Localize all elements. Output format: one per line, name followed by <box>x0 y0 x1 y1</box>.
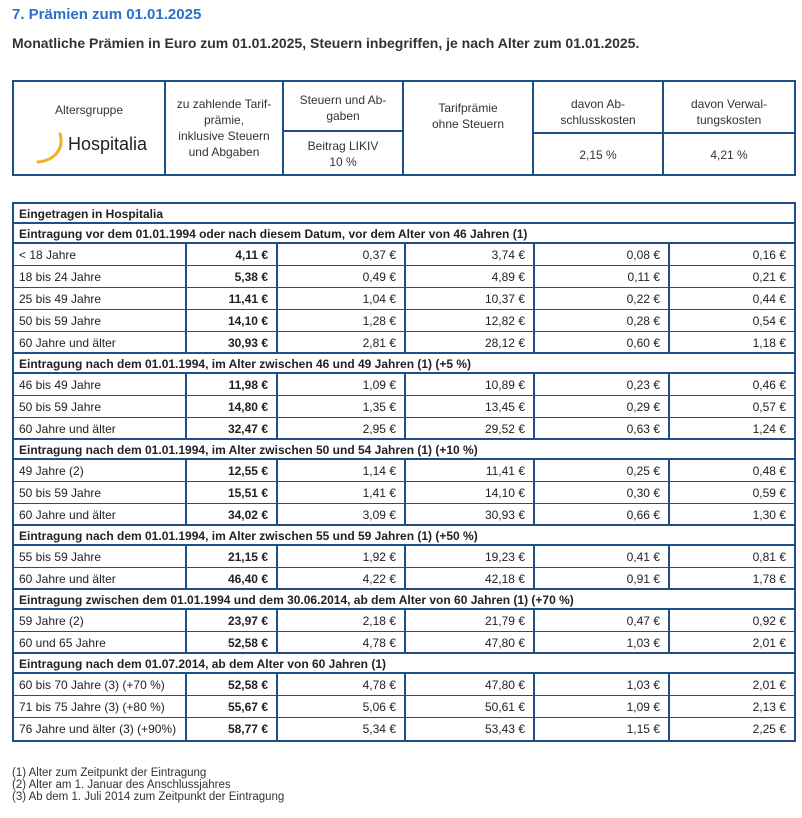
net-premium-cell: 30,93 € <box>406 504 535 524</box>
acquisition-cost-cell: 0,22 € <box>535 288 670 309</box>
table-title: Eingetragen in Hospitalia <box>14 204 794 224</box>
total-premium-cell: 12,55 € <box>187 460 278 481</box>
tax-cell: 1,28 € <box>278 310 406 331</box>
acquisition-cost-cell: 0,63 € <box>535 418 670 438</box>
admin-cost-cell: 0,57 € <box>752 400 786 414</box>
header-tarifpraemie-cell <box>166 82 284 174</box>
admin-cost-cell: 0,21 € <box>752 270 786 284</box>
acquisition-cost-cell: 0,11 € <box>535 266 670 287</box>
net-premium-cell: 19,23 € <box>406 546 535 567</box>
header-altersgruppe: Altersgruppe <box>54 103 124 117</box>
net-premium-cell: 21,79 € <box>406 610 535 631</box>
logo-swoosh-icon <box>34 130 70 166</box>
table-row <box>14 374 794 396</box>
admin-cost-cell: 1,18 € <box>752 336 786 350</box>
net-premium-cell: 47,80 € <box>406 632 535 652</box>
table-row <box>14 332 794 354</box>
header-col5-top-line1: davon Verwal- <box>690 97 768 111</box>
tax-cell: 5,06 € <box>278 696 406 717</box>
acquisition-cost-cell: 1,09 € <box>535 696 670 717</box>
total-premium-cell: 58,77 € <box>187 718 278 740</box>
acquisition-cost-cell: 0,91 € <box>535 568 670 588</box>
age-group-cell: 50 bis 59 Jahre <box>14 310 187 331</box>
admin-cost-cell: 0,92 € <box>752 614 786 628</box>
header-col2-top-line1: Steuern und Ab- <box>299 93 387 107</box>
admin-cost-cell: 0,48 € <box>752 464 786 478</box>
tax-cell: 1,92 € <box>278 546 406 567</box>
net-premium-cell: 10,37 € <box>406 288 535 309</box>
net-premium-cell: 10,89 € <box>406 374 535 395</box>
age-group-cell: 60 Jahre und älter <box>14 568 187 588</box>
tax-cell: 1,41 € <box>278 482 406 503</box>
tax-cell: 4,78 € <box>278 632 406 652</box>
acquisition-cost-cell: 0,60 € <box>535 332 670 352</box>
table-row <box>14 266 794 288</box>
net-premium-cell: 28,12 € <box>406 332 535 352</box>
header-col5-top-line2: tungskosten <box>696 113 762 127</box>
net-premium-cell: 29,52 € <box>406 418 535 438</box>
footnotes <box>12 767 284 803</box>
total-premium-cell: 4,11 € <box>187 244 278 265</box>
age-group-cell: 50 bis 59 Jahre <box>14 482 187 503</box>
total-premium-cell: 15,51 € <box>187 482 278 503</box>
footnote-1: (1) Alter zum Zeitpunkt der Eintragung <box>12 767 207 779</box>
net-premium-cell: 53,43 € <box>406 718 535 740</box>
section-title: 7. Prämien zum 01.01.2025 <box>12 6 202 23</box>
tax-cell: 3,09 € <box>278 504 406 524</box>
acquisition-cost-cell: 0,25 € <box>535 460 670 481</box>
net-premium-cell: 42,18 € <box>406 568 535 588</box>
acquisition-cost-cell: 1,03 € <box>535 632 670 652</box>
age-group-cell: 71 bis 75 Jahre (3) (+80 %) <box>14 696 187 717</box>
admin-cost-cell: 1,24 € <box>752 422 786 436</box>
age-group-cell: 18 bis 24 Jahre <box>14 266 187 287</box>
age-group-cell: 46 bis 49 Jahre <box>14 374 187 395</box>
table-row <box>14 632 794 654</box>
admin-cost-cell: 0,16 € <box>752 248 786 262</box>
net-premium-cell: 47,80 € <box>406 674 535 695</box>
header-col1-line1: zu zahlende Tarif- <box>176 97 272 111</box>
acquisition-cost-cell: 0,29 € <box>535 396 670 417</box>
acquisition-cost-cell: 0,41 € <box>535 546 670 567</box>
table-row <box>14 546 794 568</box>
table-row <box>14 718 794 740</box>
tax-cell: 1,04 € <box>278 288 406 309</box>
tax-cell: 4,78 € <box>278 674 406 695</box>
admin-cost-cell: 0,81 € <box>752 550 786 564</box>
total-premium-cell: 34,02 € <box>187 504 278 524</box>
header-col1-line2: prämie, <box>203 113 244 127</box>
group-title: Eintragung nach dem 01.01.1994, im Alter zwischen 55 und 59 Jahren (1) (+50 %) <box>14 526 794 546</box>
acquisition-cost-cell: 0,47 € <box>535 610 670 631</box>
tax-cell: 4,22 € <box>278 568 406 588</box>
table-row <box>14 482 794 504</box>
table-row <box>14 504 794 526</box>
header-table <box>12 80 796 176</box>
header-col5-bottom: 4,21 % <box>710 148 748 162</box>
net-premium-cell: 12,82 € <box>406 310 535 331</box>
group-title: Eintragung nach dem 01.07.2014, ab dem Alter von 60 Jahren (1) <box>14 654 794 674</box>
total-premium-cell: 11,41 € <box>187 288 278 309</box>
header-col3-line1: Tarifprämie <box>438 101 498 115</box>
admin-cost-cell: 0,54 € <box>752 314 786 328</box>
tax-cell: 1,35 € <box>278 396 406 417</box>
net-premium-cell: 3,74 € <box>406 244 535 265</box>
table-row <box>14 674 794 696</box>
footnote-3: (3) Ab dem 1. Juli 2014 zum Zeitpunkt der Eintragung <box>12 791 285 803</box>
total-premium-cell: 32,47 € <box>187 418 278 438</box>
tax-cell: 2,81 € <box>278 332 406 352</box>
tax-cell: 5,34 € <box>278 718 406 740</box>
header-col1-line4: und Abgaben <box>188 145 260 159</box>
header-col2-top-line2: gaben <box>326 109 360 123</box>
tax-cell: 2,18 € <box>278 610 406 631</box>
total-premium-cell: 52,58 € <box>187 674 278 695</box>
age-group-cell: 25 bis 49 Jahre <box>14 288 187 309</box>
admin-cost-cell: 2,01 € <box>752 636 786 650</box>
header-col4-bottom: 2,15 % <box>579 148 617 162</box>
header-col3-line2: ohne Steuern <box>431 117 505 131</box>
logo-text: Hospitalia <box>68 134 148 154</box>
admin-cost-cell: 1,30 € <box>752 508 786 522</box>
header-altersgruppe-cell <box>14 82 166 174</box>
table-row <box>14 568 794 590</box>
age-group-cell: 59 Jahre (2) <box>14 610 187 631</box>
net-premium-cell: 11,41 € <box>406 460 535 481</box>
total-premium-cell: 52,58 € <box>187 632 278 652</box>
premium-table <box>12 202 796 742</box>
table-row <box>14 460 794 482</box>
header-col2-bottom-line2: 10 % <box>329 155 357 169</box>
age-group-cell: 60 bis 70 Jahre (3) (+70 %) <box>14 674 187 695</box>
table-row <box>14 396 794 418</box>
age-group-cell: 49 Jahre (2) <box>14 460 187 481</box>
header-abschluss-cell <box>534 82 664 174</box>
age-group-cell: 60 Jahre und älter <box>14 332 187 352</box>
group-title: Eintragung zwischen dem 01.01.1994 und dem 30.06.2014, ab dem Alter von 60 Jahren (1) (+70 %) <box>14 590 794 610</box>
header-col4-top-line1: davon Ab- <box>570 97 626 111</box>
tax-cell: 0,49 € <box>278 266 406 287</box>
acquisition-cost-cell: 1,03 € <box>535 674 670 695</box>
tax-cell: 1,09 € <box>278 374 406 395</box>
acquisition-cost-cell: 0,28 € <box>535 310 670 331</box>
admin-cost-cell: 0,46 € <box>752 378 786 392</box>
age-group-cell: 50 bis 59 Jahre <box>14 396 187 417</box>
total-premium-cell: 30,93 € <box>187 332 278 352</box>
acquisition-cost-cell: 0,30 € <box>535 482 670 503</box>
admin-cost-cell: 2,01 € <box>752 678 786 692</box>
admin-cost-cell: 2,25 € <box>752 722 786 736</box>
table-row <box>14 288 794 310</box>
footnote-2: (2) Alter am 1. Januar des Anschlussjahres <box>12 779 231 791</box>
admin-cost-cell: 0,44 € <box>752 292 786 306</box>
total-premium-cell: 23,97 € <box>187 610 278 631</box>
acquisition-cost-cell: 0,66 € <box>535 504 670 524</box>
net-premium-cell: 50,61 € <box>406 696 535 717</box>
hospitalia-logo <box>34 130 146 166</box>
header-verwaltung-cell <box>664 82 794 174</box>
acquisition-cost-cell: 1,15 € <box>535 718 670 740</box>
age-group-cell: 60 und 65 Jahre <box>14 632 187 652</box>
table-row <box>14 696 794 718</box>
tax-cell: 2,95 € <box>278 418 406 438</box>
header-steuern-cell <box>284 82 404 174</box>
header-tarifpraemie-ohne-cell <box>404 82 534 174</box>
total-premium-cell: 14,80 € <box>187 396 278 417</box>
age-group-cell: 76 Jahre und älter (3) (+90%) <box>14 718 187 740</box>
total-premium-cell: 55,67 € <box>187 696 278 717</box>
page-subtitle: Monatliche Prämien in Euro zum 01.01.2025, Steuern inbegriffen, je nach Alter zum 01.01.2025. <box>12 35 640 51</box>
total-premium-cell: 11,98 € <box>187 374 278 395</box>
header-col1-line3: inklusive Steuern <box>178 129 270 143</box>
total-premium-cell: 21,15 € <box>187 546 278 567</box>
admin-cost-cell: 2,13 € <box>752 700 786 714</box>
table-row <box>14 418 794 440</box>
tax-cell: 1,14 € <box>278 460 406 481</box>
acquisition-cost-cell: 0,23 € <box>535 374 670 395</box>
net-premium-cell: 13,45 € <box>406 396 535 417</box>
age-group-cell: 60 Jahre und älter <box>14 418 187 438</box>
age-group-cell: 60 Jahre und älter <box>14 504 187 524</box>
group-title: Eintragung nach dem 01.01.1994, im Alter zwischen 46 und 49 Jahren (1) (+5 %) <box>14 354 794 374</box>
header-col2-bottom-line1: Beitrag LIKIV <box>307 139 379 153</box>
net-premium-cell: 4,89 € <box>406 266 535 287</box>
table-row <box>14 310 794 332</box>
net-premium-cell: 14,10 € <box>406 482 535 503</box>
table-row <box>14 244 794 266</box>
total-premium-cell: 46,40 € <box>187 568 278 588</box>
admin-cost-cell: 1,78 € <box>752 572 786 586</box>
total-premium-cell: 14,10 € <box>187 310 278 331</box>
admin-cost-cell: 0,59 € <box>752 486 786 500</box>
table-row <box>14 610 794 632</box>
age-group-cell: 55 bis 59 Jahre <box>14 546 187 567</box>
group-title: Eintragung vor dem 01.01.1994 oder nach diesem Datum, vor dem Alter von 46 Jahren (1) <box>14 224 794 244</box>
acquisition-cost-cell: 0,08 € <box>535 244 670 265</box>
tax-cell: 0,37 € <box>278 244 406 265</box>
header-col4-top-line2: schlusskosten <box>560 113 636 127</box>
age-group-cell: < 18 Jahre <box>14 244 187 265</box>
group-title: Eintragung nach dem 01.01.1994, im Alter zwischen 50 und 54 Jahren (1) (+10 %) <box>14 440 794 460</box>
total-premium-cell: 5,38 € <box>187 266 278 287</box>
